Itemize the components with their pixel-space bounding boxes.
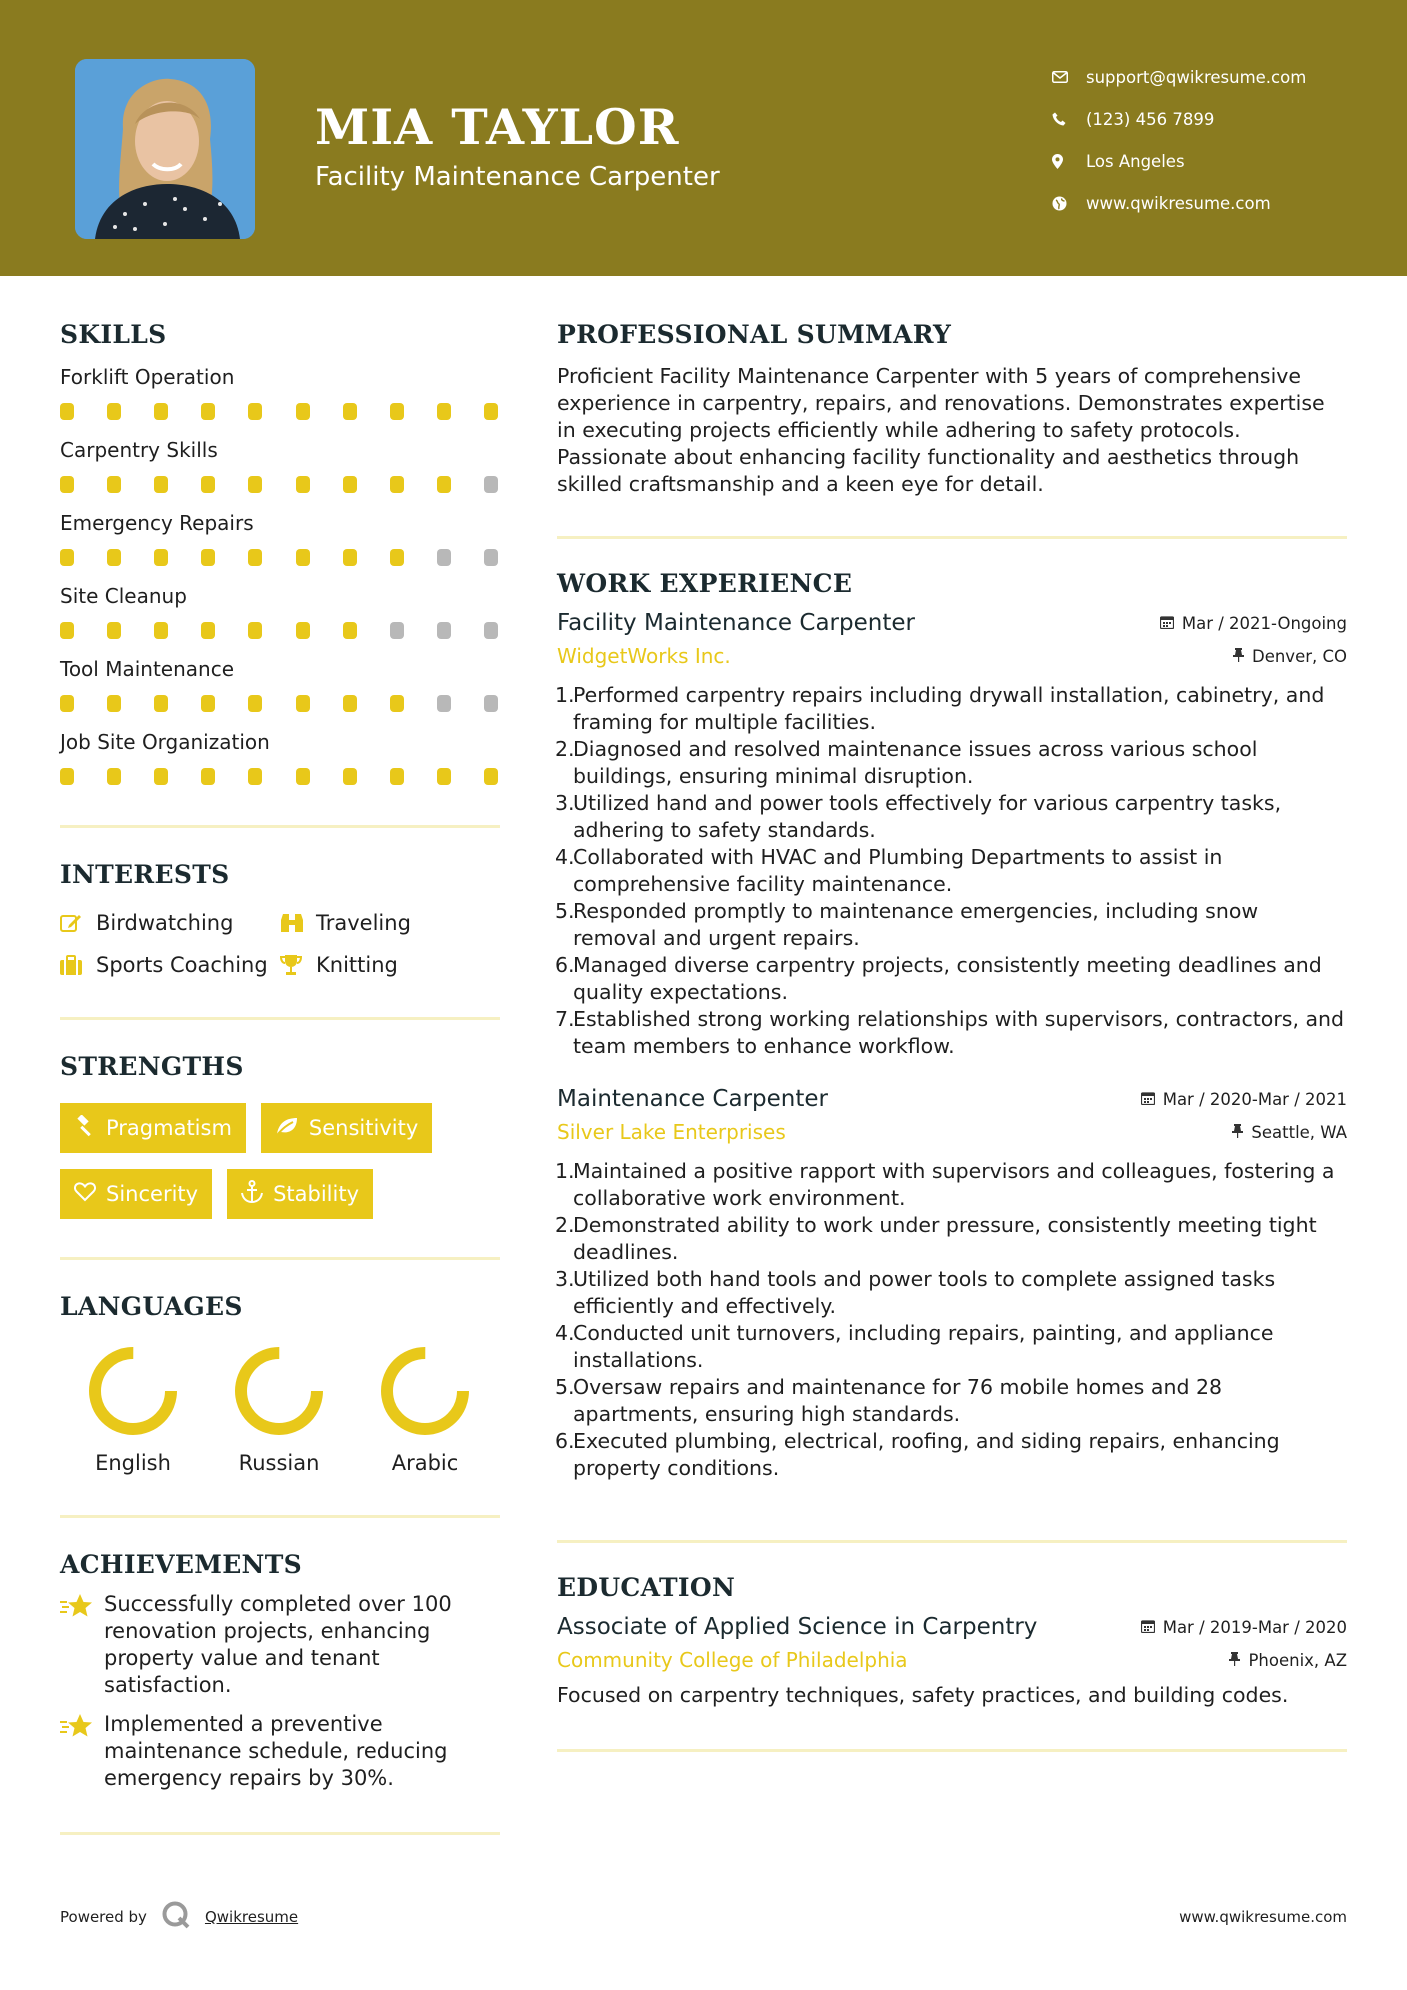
bullet-text: Performed carpentry repairs including drywall installation, cabinetry, and framing for multiple facilities. (573, 683, 1325, 734)
job-location-text: Denver, CO (1251, 646, 1347, 666)
bullet-number: 1. (555, 1159, 575, 1183)
rating-dot-filled (390, 549, 404, 566)
rating-dot-filled (107, 476, 121, 493)
rating-dot-filled (343, 768, 357, 785)
strength-tag (60, 1103, 246, 1153)
pencil-icon (60, 913, 96, 933)
rating-dot-filled (343, 476, 357, 493)
achievement-text: Implemented a preventive maintenance schedule, reducing emergency repairs by 30%. (104, 1712, 448, 1790)
job-header (557, 1086, 1347, 1112)
rating-dot-empty (390, 622, 404, 639)
strengths-list (60, 1103, 500, 1219)
bullet-number: 4. (555, 1321, 575, 1345)
degree-title: Associate of Applied Science in Carpentry (557, 1614, 1038, 1640)
rating-dot-filled (107, 549, 121, 566)
bullet-text: Maintained a positive rapport with supervisors and colleagues, fostering a collaborative work environment. (573, 1159, 1335, 1210)
contact-email-text: support@qwikresume.com (1086, 67, 1307, 87)
rating-dot-filled (201, 622, 215, 639)
bullet-text: Diagnosed and resolved maintenance issues across various school buildings, ensuring minimal disruption. (573, 737, 1258, 788)
header-banner (0, 0, 1407, 276)
language-progress-ring (379, 1345, 471, 1437)
skill-name: Tool Maintenance (60, 657, 235, 681)
job-subheader (557, 644, 1347, 668)
summary-section (557, 320, 1347, 498)
bullet-number: 1. (555, 683, 575, 707)
interests-heading: INTERESTS (60, 860, 230, 889)
rating-dot-filled (343, 695, 357, 712)
bullet-text: Oversaw repairs and maintenance for 76 mobile homes and 28 apartments, ensuring high standards. (573, 1375, 1223, 1426)
skill-rating (60, 622, 498, 639)
job-bullet (557, 1320, 1347, 1374)
rating-dot-filled (107, 622, 121, 639)
summary-heading: PROFESSIONAL SUMMARY (557, 320, 952, 349)
job-dates (1141, 1090, 1347, 1109)
rating-dot-filled (296, 549, 310, 566)
bullet-number: 6. (555, 953, 575, 977)
bullet-number: 3. (555, 791, 575, 815)
achievement-text: Successfully completed over 100 renovation projects, enhancing property value and tenant satisfaction. (104, 1592, 452, 1697)
skill-rating (60, 549, 498, 566)
job-header (557, 610, 1347, 636)
rating-dot-filled (201, 768, 215, 785)
powered-by-label: Powered by (60, 1908, 147, 1926)
job-bullet (557, 1266, 1347, 1320)
pushpin-icon (1229, 1651, 1240, 1670)
languages-heading: LANGUAGES (60, 1292, 243, 1321)
interest-label: Knitting (316, 953, 398, 977)
job-bullet (557, 1212, 1347, 1266)
section-divider (60, 825, 500, 828)
section-divider (557, 1540, 1347, 1543)
contact-location (1050, 140, 1380, 182)
bullet-text: Executed plumbing, electrical, roofing, and siding repairs, enhancing property conditions. (573, 1429, 1280, 1480)
school-name: Community College of Philadelphia (557, 1648, 908, 1672)
star-icon (60, 1591, 104, 1699)
calendar-icon (1160, 614, 1174, 633)
skills-section (60, 320, 500, 785)
left-column (60, 320, 500, 1835)
job-title: Facility Maintenance Carpenter (557, 610, 915, 636)
calendar-icon (1141, 1618, 1155, 1637)
education-heading: EDUCATION (557, 1573, 736, 1602)
bullet-number: 5. (555, 899, 575, 923)
language-label: English (95, 1451, 171, 1475)
company-name: Silver Lake Enterprises (557, 1120, 786, 1144)
skill-name: Emergency Repairs (60, 511, 254, 535)
calendar-icon (1141, 1090, 1155, 1109)
strength-tag (261, 1103, 432, 1153)
rating-dot-filled (437, 403, 451, 420)
languages-list (60, 1345, 500, 1475)
job-bullet (557, 898, 1347, 952)
bullet-number: 4. (555, 845, 575, 869)
skills-list (60, 365, 500, 785)
bullet-number: 2. (555, 1213, 575, 1237)
pushpin-icon (1233, 647, 1244, 666)
rating-dot-filled (201, 403, 215, 420)
bullet-text: Conducted unit turnovers, including repairs, painting, and appliance installations. (573, 1321, 1274, 1372)
language-label: Russian (238, 1451, 320, 1475)
job-subheader (557, 1120, 1347, 1144)
contact-website-text: www.qwikresume.com (1086, 193, 1271, 213)
rating-dot-filled (154, 476, 168, 493)
bullet-number: 5. (555, 1375, 575, 1399)
skills-heading: SKILLS (60, 320, 167, 349)
skill-rating (60, 476, 498, 493)
rating-dot-filled (60, 622, 74, 639)
rating-dot-filled (248, 476, 262, 493)
job-bullets (557, 1158, 1347, 1482)
rating-dot-filled (390, 695, 404, 712)
section-divider (60, 1017, 500, 1020)
contact-phone-text: (123) 456 7899 (1086, 109, 1215, 129)
interests-list (60, 911, 500, 977)
pushpin-icon (1232, 1123, 1243, 1142)
job-bullet (557, 1428, 1347, 1482)
rating-dot-filled (390, 768, 404, 785)
skill-name: Forklift Operation (60, 365, 235, 389)
job-bullet (557, 682, 1347, 736)
language-label: Arabic (391, 1451, 459, 1475)
section-divider (60, 1515, 500, 1518)
job-bullet (557, 1006, 1347, 1060)
candidate-name: MIA TAYLOR (315, 98, 680, 156)
language-progress-ring (233, 1345, 325, 1437)
bullet-text: Responded promptly to maintenance emergencies, including snow removal and urgent repairs. (573, 899, 1259, 950)
envelope-icon (1050, 71, 1086, 83)
job-title: Maintenance Carpenter (557, 1086, 828, 1112)
rating-dot-filled (343, 403, 357, 420)
strengths-section (60, 1052, 500, 1219)
strengths-heading: STRENGTHS (60, 1052, 244, 1081)
education-location (1229, 1651, 1347, 1670)
contact-list (1050, 56, 1380, 224)
binoculars-icon (280, 912, 316, 934)
rating-dot-filled (154, 695, 168, 712)
job-bullet (557, 844, 1347, 898)
interest-item (280, 911, 500, 935)
bullet-text: Established strong working relationships with supervisors, contractors, and team members to enhance workflow. (573, 1007, 1345, 1058)
skill-name: Carpentry Skills (60, 438, 218, 462)
education-section (557, 1573, 1347, 1709)
footer (60, 1900, 1347, 1934)
bullet-text: Demonstrated ability to work under pressure, consistently meeting tight deadlines. (573, 1213, 1317, 1264)
rating-dot-filled (296, 768, 310, 785)
language-level-arc (387, 1353, 463, 1429)
briefcase-icon (60, 955, 96, 975)
bullet-text: Utilized hand and power tools effectively for various carpentry tasks, adhering to safety standards. (573, 791, 1282, 842)
right-column (557, 320, 1347, 1752)
rating-dot-filled (107, 768, 121, 785)
bullet-number: 7. (555, 1007, 575, 1031)
experience-section (557, 569, 1347, 1482)
skill-name: Job Site Organization (60, 730, 270, 754)
rating-dot-empty (437, 622, 451, 639)
section-divider (60, 1832, 500, 1835)
rating-dot-empty (484, 476, 498, 493)
interest-label: Sports Coaching (96, 953, 268, 977)
contact-location-text: Los Angeles (1086, 151, 1185, 171)
interest-label: Traveling (316, 911, 411, 935)
rating-dot-filled (296, 695, 310, 712)
job-location-text: Seattle, WA (1251, 1122, 1347, 1142)
footer-url[interactable]: www.qwikresume.com (1179, 1908, 1347, 1926)
achievement-item (60, 1711, 500, 1792)
bullet-text: Collaborated with HVAC and Plumbing Departments to assist in comprehensive facility maintenance. (573, 845, 1223, 896)
bullet-number: 6. (555, 1429, 575, 1453)
job-dates-text: Mar / 2020-Mar / 2021 (1162, 1089, 1347, 1109)
job-bullet (557, 952, 1347, 1006)
globe-icon (1050, 196, 1086, 211)
rating-dot-filled (154, 403, 168, 420)
rating-dot-empty (484, 695, 498, 712)
powered-by (60, 1900, 298, 1934)
achievements-heading: ACHIEVEMENTS (60, 1550, 302, 1579)
qwikresume-logo-icon (161, 1900, 191, 1934)
achievements-section (60, 1550, 500, 1792)
education-location-text: Phoenix, AZ (1248, 1650, 1347, 1670)
rating-dot-filled (60, 403, 74, 420)
rating-dot-filled (201, 549, 215, 566)
rating-dot-filled (248, 622, 262, 639)
rating-dot-filled (60, 549, 74, 566)
rating-dot-filled (201, 695, 215, 712)
language-item (352, 1345, 498, 1475)
job-dates-text: Mar / 2021-Ongoing (1181, 613, 1347, 633)
rating-dot-filled (248, 695, 262, 712)
candidate-title: Facility Maintenance Carpenter (315, 162, 720, 192)
languages-section (60, 1292, 500, 1475)
gavel-icon (74, 1115, 96, 1142)
bullet-number: 3. (555, 1267, 575, 1291)
skill-name: Site Cleanup (60, 584, 187, 608)
map-pin-icon (1050, 154, 1086, 169)
education-dates-text: Mar / 2019-Mar / 2020 (1162, 1617, 1347, 1637)
rating-dot-filled (343, 622, 357, 639)
summary-text: Proficient Facility Maintenance Carpenter with 5 years of comprehensive experience in carpentry, repairs, and renovations. Demonstrates expertise in executing projects efficiently while adhering to safety protocols. Passionate about enhancing facility functionality and aesthetics through skilled craftsmanship and a keen eye for detail. (557, 364, 1325, 496)
strength-label: Stability (273, 1182, 360, 1206)
language-progress-ring (87, 1345, 179, 1437)
rating-dot-filled (390, 403, 404, 420)
skill-rating (60, 768, 498, 785)
contact-phone[interactable] (1050, 98, 1380, 140)
job-location (1232, 1123, 1347, 1142)
interest-item (60, 953, 280, 977)
rating-dot-empty (484, 622, 498, 639)
job-bullet (557, 1158, 1347, 1212)
language-level-arc (241, 1353, 317, 1429)
rating-dot-filled (60, 768, 74, 785)
interest-item (60, 911, 280, 935)
job-entry (557, 610, 1347, 1060)
leaf-icon (275, 1116, 299, 1141)
bullet-number: 2. (555, 737, 575, 761)
strength-label: Sensitivity (308, 1116, 419, 1140)
job-bullet (557, 790, 1347, 844)
heart-icon (74, 1182, 96, 1207)
rating-dot-filled (296, 476, 310, 493)
job-bullets (557, 682, 1347, 1060)
rating-dot-empty (437, 695, 451, 712)
profile-photo (75, 59, 255, 239)
jobs-list (557, 610, 1347, 1482)
skill-rating (60, 403, 498, 420)
rating-dot-filled (296, 403, 310, 420)
trophy-icon (280, 954, 316, 976)
rating-dot-filled (248, 549, 262, 566)
rating-dot-filled (107, 695, 121, 712)
rating-dot-filled (437, 476, 451, 493)
contact-email[interactable] (1050, 56, 1380, 98)
section-divider (60, 1257, 500, 1260)
rating-dot-filled (390, 476, 404, 493)
section-divider (557, 536, 1347, 539)
contact-website[interactable] (1050, 182, 1380, 224)
skill-rating (60, 695, 498, 712)
language-item (206, 1345, 352, 1475)
rating-dot-filled (248, 768, 262, 785)
section-divider (557, 1749, 1347, 1752)
rating-dot-filled (437, 768, 451, 785)
language-item (60, 1345, 206, 1475)
rating-dot-filled (484, 768, 498, 785)
interest-label: Birdwatching (96, 911, 234, 935)
rating-dot-filled (154, 549, 168, 566)
job-dates (1160, 614, 1347, 633)
rating-dot-empty (437, 549, 451, 566)
brand-link[interactable]: Qwikresume (204, 1908, 299, 1926)
strength-tag (60, 1169, 212, 1219)
bullet-text: Managed diverse carpentry projects, consistently meeting deadlines and quality expectations. (573, 953, 1322, 1004)
language-level-arc (95, 1353, 171, 1429)
job-bullet (557, 1374, 1347, 1428)
rating-dot-filled (343, 549, 357, 566)
rating-dot-filled (248, 403, 262, 420)
rating-dot-filled (201, 476, 215, 493)
education-dates (1141, 1618, 1347, 1637)
strength-label: Sincerity (106, 1182, 199, 1206)
interests-section (60, 860, 500, 977)
experience-heading: WORK EXPERIENCE (557, 569, 853, 598)
education-header (557, 1614, 1347, 1640)
job-entry (557, 1086, 1347, 1482)
job-location (1233, 647, 1347, 666)
education-description: Focused on carpentry techniques, safety practices, and building codes. (557, 1683, 1289, 1707)
anchor-icon (241, 1180, 263, 1209)
bullet-text: Utilized both hand tools and power tools to complete assigned tasks efficiently and effectively. (573, 1267, 1276, 1318)
achievement-item (60, 1591, 500, 1699)
rating-dot-empty (484, 549, 498, 566)
rating-dot-filled (154, 622, 168, 639)
strength-label: Pragmatism (106, 1116, 232, 1140)
company-name: WidgetWorks Inc. (557, 644, 731, 668)
rating-dot-filled (60, 476, 74, 493)
star-icon (60, 1711, 104, 1792)
rating-dot-filled (154, 768, 168, 785)
interest-item (280, 953, 500, 977)
phone-icon (1050, 112, 1086, 126)
strength-tag (227, 1169, 373, 1219)
education-subheader (557, 1648, 1347, 1672)
rating-dot-filled (484, 403, 498, 420)
rating-dot-filled (107, 403, 121, 420)
job-bullet (557, 736, 1347, 790)
rating-dot-filled (296, 622, 310, 639)
rating-dot-filled (60, 695, 74, 712)
